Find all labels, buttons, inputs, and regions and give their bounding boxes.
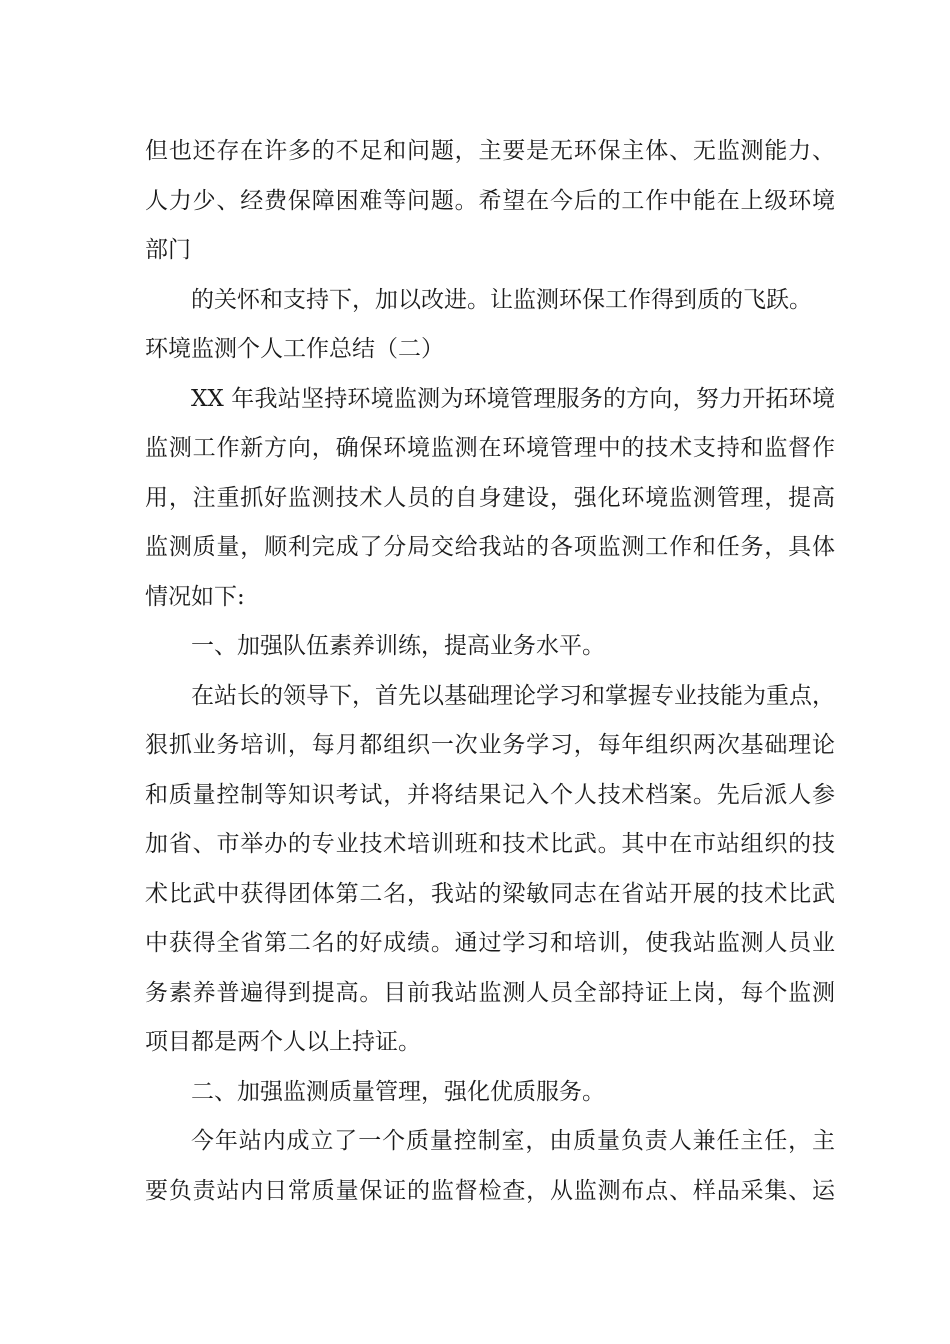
text-line: 狠抓业务培训，每月都组织一次业务学习，每年组织两次基础理论 <box>145 732 835 758</box>
section-heading: 一、加强队伍素养训练，提高业务水平。 <box>191 633 605 659</box>
text-line: 中获得全省第二名的好成绩。通过学习和培训，使我站监测人员业 <box>145 930 835 956</box>
text-line: 部门 <box>145 237 191 263</box>
text-line: 的关怀和支持下，加以改进。让监测环保工作得到质的飞跃。 <box>191 286 812 313</box>
text-line: 监测质量，顺利完成了分局交给我站的各项监测工作和任务，具体 <box>145 534 835 560</box>
section-heading: 二、加强监测质量管理，强化优质服务。 <box>191 1078 605 1105</box>
document-body <box>145 127 835 1216</box>
text-line: 和质量控制等知识考试，并将结果记入个人技术档案。先后派人参 <box>145 781 835 808</box>
text-line: XX 年我站坚持环境监测为环境管理服务的方向，努力开拓环境 <box>191 385 835 412</box>
text-line: 用，注重抓好监测技术人员的自身建设，强化环境监测管理，提高 <box>145 484 835 511</box>
text-line: 在站长的领导下，首先以基础理论学习和掌握专业技能为重点， <box>191 682 835 709</box>
text-line: 术比武中获得团体第二名，我站的梁敏同志在省站开展的技术比武 <box>145 880 835 907</box>
text-line: 情况如下: <box>145 583 245 610</box>
text-line: 今年站内成立了一个质量控制室，由质量负责人兼任主任，主 <box>191 1128 835 1154</box>
text-line: 要负责站内日常质量保证的监督检查，从监测布点、样品采集、运 <box>145 1177 835 1204</box>
text-line: 监测工作新方向，确保环境监测在环境管理中的技术支持和监督作 <box>145 435 835 461</box>
text-line: 加省、市举办的专业技术培训班和技术比武。其中在市站组织的技 <box>145 831 835 857</box>
text-line: 人力少、经费保障困难等问题。希望在今后的工作中能在上级环境 <box>145 187 835 214</box>
text-line: 务素养普遍得到提高。目前我站监测人员全部持证上岗，每个监测 <box>145 979 835 1006</box>
text-line: 但也还存在许多的不足和问题，主要是无环保主体、无监测能力、 <box>145 138 835 164</box>
text-line: 项目都是两个人以上持证。 <box>145 1029 421 1055</box>
section-title: 环境监测个人工作总结（二） <box>145 336 444 362</box>
